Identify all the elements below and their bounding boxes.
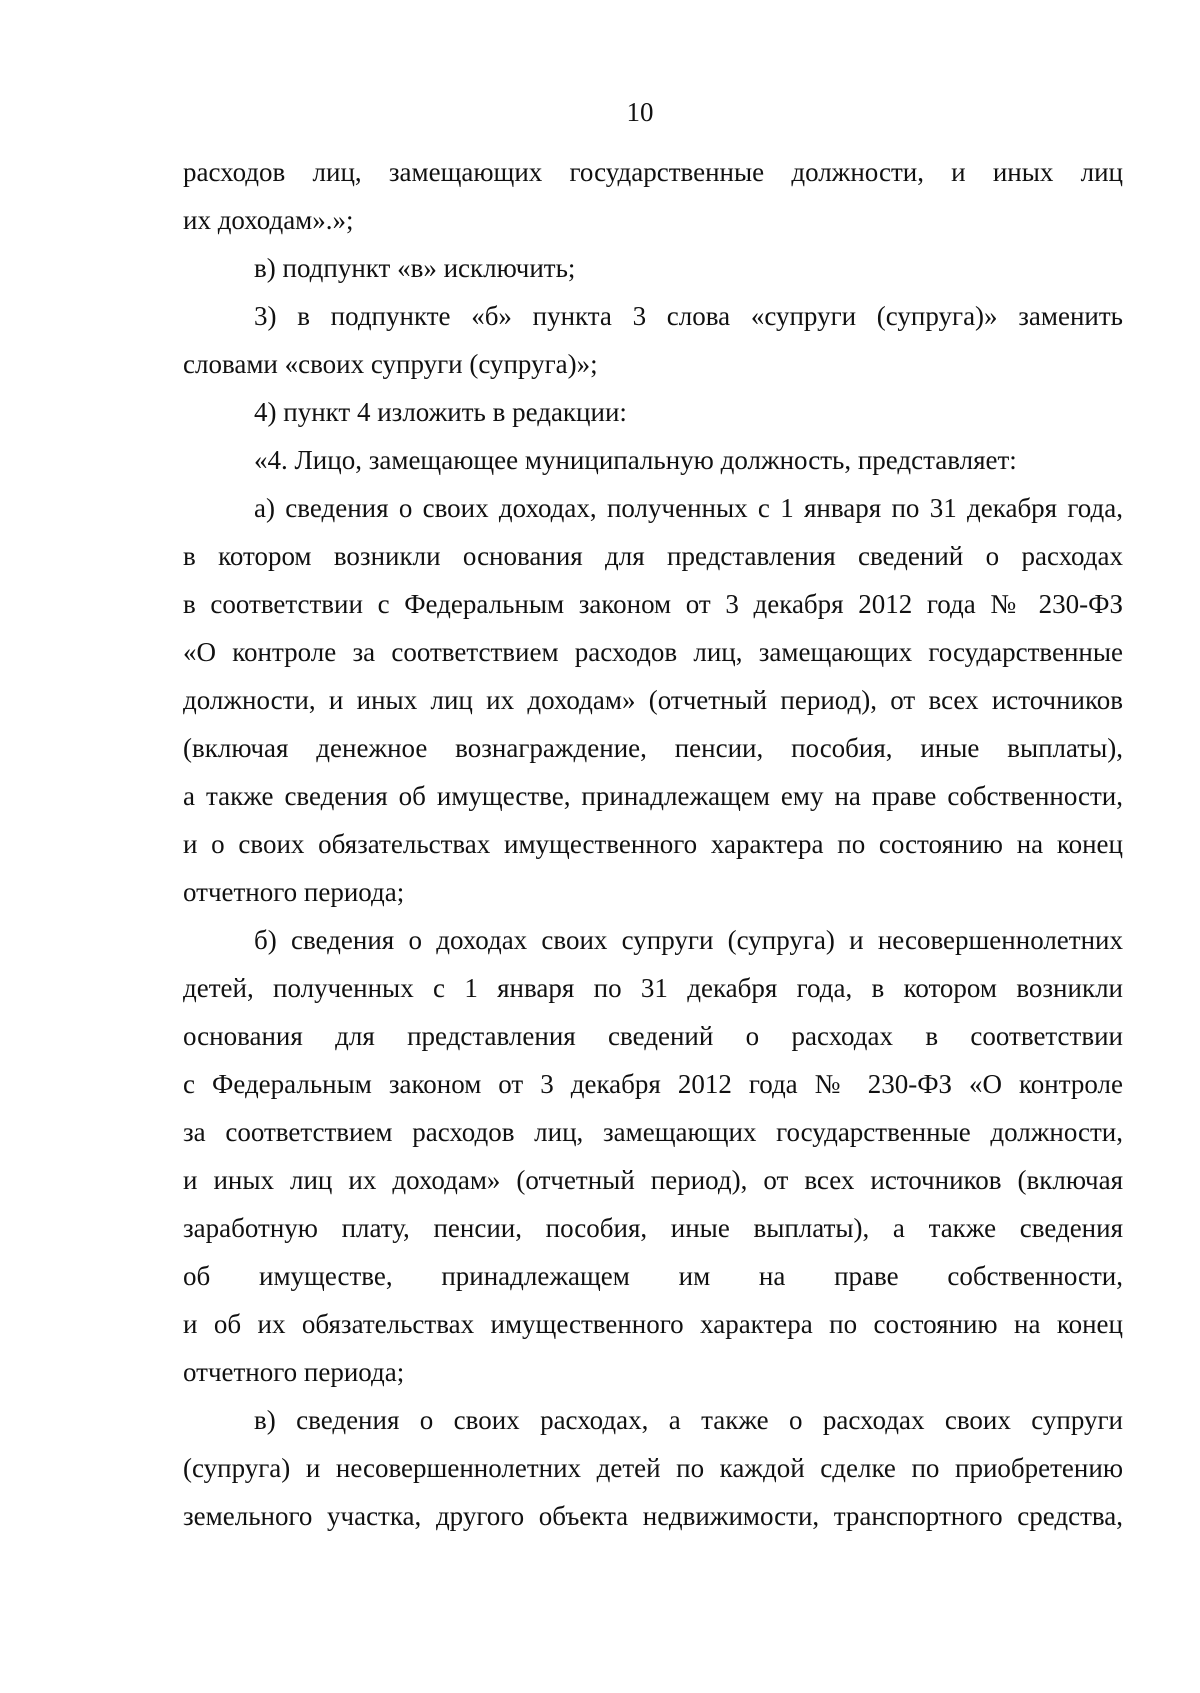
text-line: расходов лиц, замещающих государственные должности, и иных лиц bbox=[183, 157, 1123, 187]
text-line: и о своих обязательствах имущественного характера по состоянию на конец bbox=[183, 829, 1123, 859]
text-line: отчетного периода; bbox=[183, 1357, 405, 1387]
text-line: и иных лиц их доходам» (отчетный период), от всех источников (включая bbox=[183, 1165, 1123, 1195]
text-line: заработную плату, пенсии, пособия, иные выплаты), а также сведения bbox=[183, 1213, 1123, 1243]
text-line: (супруга) и несовершеннолетних детей по каждой сделке по приобретению bbox=[183, 1453, 1123, 1483]
text-line: «О контроле за соответствием расходов лиц, замещающих государственные bbox=[183, 637, 1123, 667]
text-line: словами «своих супруги (супруга)»; bbox=[183, 349, 598, 379]
paragraph bbox=[183, 388, 1123, 436]
text-line: б) сведения о доходах своих супруги (супруга) и несовершеннолетних bbox=[254, 925, 1123, 955]
text-line: в котором возникли основания для представления сведений о расходах bbox=[183, 541, 1123, 571]
page-number: 10 bbox=[626, 97, 654, 127]
paragraph bbox=[183, 484, 1123, 916]
text-line: в) сведения о своих расходах, а также о расходах своих супруги bbox=[254, 1405, 1123, 1435]
paragraph bbox=[183, 244, 1123, 292]
text-line: основания для представления сведений о расходах в соответствии bbox=[183, 1021, 1123, 1051]
paragraph bbox=[183, 1396, 1123, 1540]
text-line: за соответствием расходов лиц, замещающих государственные должности, bbox=[183, 1117, 1123, 1147]
text-line: (включая денежное вознаграждение, пенсии, пособия, иные выплаты), bbox=[183, 733, 1123, 763]
text-line: отчетного периода; bbox=[183, 877, 405, 907]
document-body bbox=[183, 148, 1123, 1540]
text-line: должности, и иных лиц их доходам» (отчетный период), от всех источников bbox=[183, 685, 1123, 715]
text-line: а также сведения об имуществе, принадлежащем ему на праве собственности, bbox=[183, 781, 1123, 811]
text-line: в) подпункт «в» исключить; bbox=[254, 253, 576, 283]
text-line: а) сведения о своих доходах, полученных с 1 января по 31 декабря года, bbox=[254, 493, 1123, 523]
text-line: об имуществе, принадлежащем им на праве собственности, bbox=[183, 1261, 1123, 1291]
text-line: земельного участка, другого объекта недвижимости, транспортного средства, bbox=[183, 1501, 1123, 1531]
text-line: с Федеральным законом от 3 декабря 2012 года № 230-ФЗ «О контроле bbox=[183, 1069, 1123, 1099]
text-line: в соответствии с Федеральным законом от 3 декабря 2012 года № 230-ФЗ bbox=[183, 589, 1123, 619]
paragraph bbox=[183, 916, 1123, 1396]
paragraph bbox=[183, 436, 1123, 484]
paragraph bbox=[183, 292, 1123, 388]
paragraph bbox=[183, 148, 1123, 244]
text-line: 3) в подпункте «б» пункта 3 слова «супруги (супруга)» заменить bbox=[254, 301, 1123, 331]
text-line: «4. Лицо, замещающее муниципальную должность, представляет: bbox=[254, 445, 1017, 475]
text-line: и об их обязательствах имущественного характера по состоянию на конец bbox=[183, 1309, 1123, 1339]
text-line: их доходам».»; bbox=[183, 205, 354, 235]
text-line: 4) пункт 4 изложить в редакции: bbox=[254, 397, 627, 427]
text-line: детей, полученных с 1 января по 31 декабря года, в котором возникли bbox=[183, 973, 1123, 1003]
